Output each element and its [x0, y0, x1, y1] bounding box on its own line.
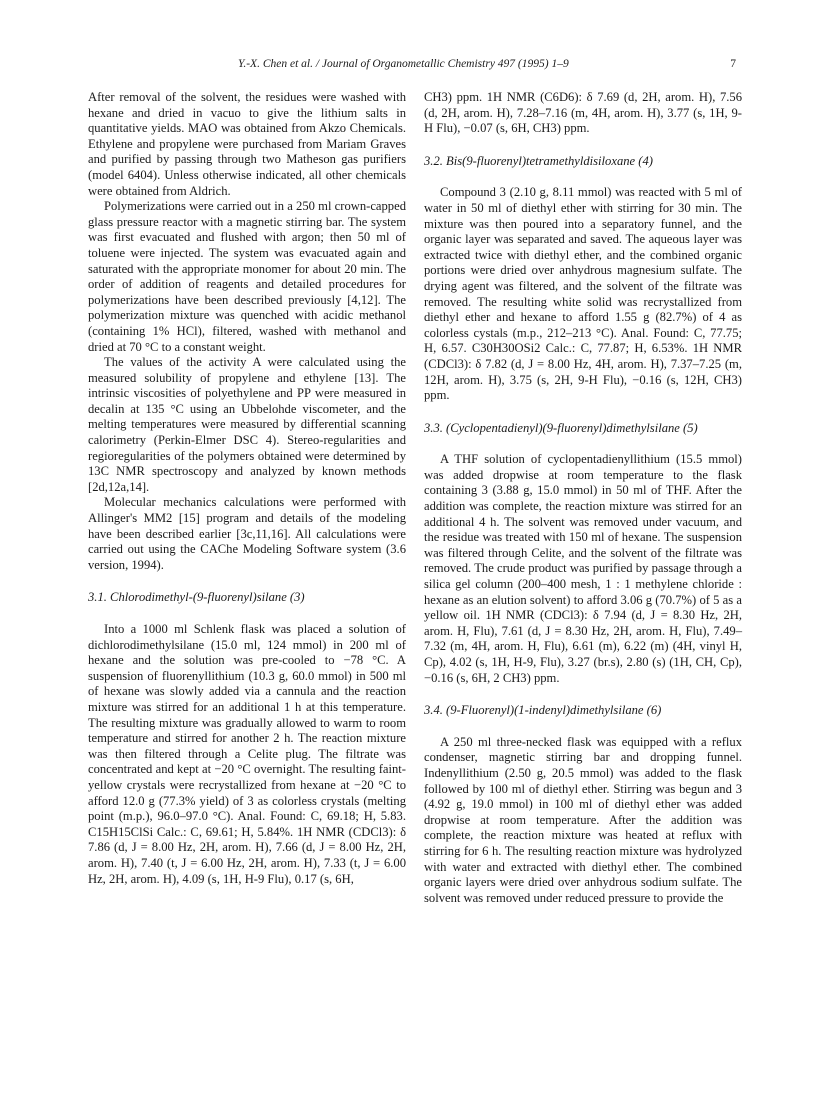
- section-heading: 3.4. (9-Fluorenyl)(1-indenyl)dimethylsilane (6): [424, 703, 662, 718]
- paragraph: Into a 1000 ml Schlenk flask was placed a solution of dichlorodimethylsilane (15.0 ml, 124 mmol) in 200 ml of hexane and the solution was pre-cooled to −78 °C. A suspension of fluorenyllithium (10.3 g, 60.0 mmol) in 500 ml of hexane was slowly added via a cannula and the reaction mixture was stirred for an additional 1 h at this temperature. The resulting mixture was gradually allowed to warm to room temperature and stirred for another 2 h. The reaction mixture was then filtered through a Celite plug. The filtrate was concentrated and kept at −20 °C overnight. The resulting faint-yellow crystals were recrystallized from hexane at −20 °C to afford 12.0 g (77.3% yield) of 3 as colorless crystals (melting point (m.p.), 96.0–97.0 °C). Anal. Found: C, 69.18; H, 5.83. C15H15ClSi Calc.: C, 69.61; H, 5.84%. 1H NMR (CDCl3): δ 7.86 (d, J = 8.00 Hz, 2H, arom. H), 7.66 (d, J = 8.00 Hz, 2H, arom. H), 7.40 (t, J = 6.00 Hz, 2H, arom. H), 7.33 (t, J = 6.00 Hz, 2H, arom. H), 4.09 (s, 1H, H-9 Flu), 0.17 (s, 6H,: [88, 622, 406, 886]
- section-heading: 3.1. Chlorodimethyl-(9-fluorenyl)silane (3): [88, 590, 305, 605]
- left-column: [88, 90, 406, 887]
- section-heading: 3.2. Bis(9-fluorenyl)tetramethyldisiloxane (4): [424, 153, 653, 168]
- paragraph: CH3) ppm. 1H NMR (C6D6): δ 7.69 (d, 2H, arom. H), 7.56 (d, 2H, arom. H), 7.28–7.16 (m, 4H, arom. H), 3.77 (s, 1H, 9-H Flu), −0.07 (s, 6H, CH3) ppm.: [424, 90, 742, 136]
- paragraph: Polymerizations were carried out in a 250 ml crown-capped glass pressure reactor with a magnetic stirring bar. The system was first evacuated and flushed with argon; then 50 ml of toluene were injected. The system was evacuated again and saturated with the appropriate monomer for about 20 min. The order of addition of reagents and detailed procedures for polymerizations have been described previously [4,12]. The polymerization mixture was quenched with acidic methanol (containing 1% HCl), filtered, washed with methanol and dried at 70 °C to a constant weight.: [88, 199, 406, 354]
- right-column: [424, 90, 742, 906]
- page-header: [88, 58, 740, 74]
- paragraph: A 250 ml three-necked flask was equipped with a reflux condenser, magnetic stirring bar and dropping funnel. Indenyllithium (2.50 g, 20.5 mmol) was added to the flask followed by 100 ml of diethyl ether. Stirring was begun and 3 (4.92 g, 19.0 mmol) in 100 ml of diethyl ether was added dropwise at room temperature. After the addition was complete, the reaction mixture was heated at reflux with stirring for 6 h. The resulting reaction mixture was hydrolyzed with water and extracted with diethyl ether. The combined organic layers were dried over anhydrous sodium sulfate. The solvent was removed under reduced pressure to provide the: [424, 734, 742, 905]
- paragraph: After removal of the solvent, the residues were washed with hexane and dried in vacuo to give the lithium salts in quantitative yields. MAO was obtained from Akzo Chemicals. Ethylene and propylene were purchased from Mariam Graves and purified by passing through two Matheson gas purifiers (model 6404). Unless otherwise indicated, all other chemicals were obtained from Aldrich.: [88, 90, 406, 198]
- page-number: 7: [730, 58, 736, 70]
- section-heading: 3.3. (Cyclopentadienyl)(9-fluorenyl)dimethylsilane (5): [424, 420, 698, 435]
- running-head: Y.-X. Chen et al. / Journal of Organometallic Chemistry 497 (1995) 1–9: [238, 58, 569, 70]
- paragraph: A THF solution of cyclopentadienyllithium (15.5 mmol) was added dropwise at room temperature to the flask containing 3 (3.88 g, 15.0 mmol) in 50 ml of THF. After the addition was complete, the reaction mixture was stirred for an additional 4 h. The solvent was removed under vacuum, and the residue was treated with 150 ml of hexane. The suspension was filtered through Celite, and the solvent of the filtrate was removed. The crude product was purified by passage through a silica gel column (200–400 mesh, 1 : 1 methylene chloride : hexane as an elution solvent) to afford 3.06 g (70.7%) of 5 as a yellow oil. 1H NMR (CDCl3): δ 7.94 (d, J = 8.30 Hz, 2H, arom. H, Flu), 7.61 (d, J = 8.30 Hz, 2H, arom. H, Flu), 7.49–7.32 (m, 4H, arom. H, Flu), 6.61 (m), 6.22 (m) (4H, vinyl H, Cp), 4.02 (s, 1H, H-9, Flu), 3.27 (br.s), 2.80 (s) (1H, CH, Cp), −0.16 (s, 6H, 2 CH3) ppm.: [424, 452, 742, 685]
- paragraph: Compound 3 (2.10 g, 8.11 mmol) was reacted with 5 ml of water in 50 ml of diethyl ether with stirring for 30 min. The mixture was then poured into a separatory funnel, and the organic layer was separated and saved. The aqueous layer was extracted twice with diethyl ether, and the combined organic portions were dried over anhydrous magnesium sulfate. The drying agent was filtered, and the solvent of the filtrate was removed. The resulting white solid was recrystallized from diethyl ether and hexane to afford 1.55 g (82.7%) of 4 as colorless cystals (m.p., 212–213 °C). Anal. Found: C, 77.75; H, 6.57. C30H30OSi2 Calc.: C, 77.87; H, 6.53%. 1H NMR (CDCl3): δ 7.82 (d, J = 8.00 Hz, 4H, arom. H), 7.37–7.25 (m, 12H, arom. H), 3.75 (s, 2H, 9-H Flu), −0.16 (s, 12H, CH3) ppm.: [424, 185, 742, 403]
- paragraph: The values of the activity A were calculated using the measured solubility of propylene and ethylene [13]. The intrinsic viscosities of polyethylene and PP were measured in decalin at 135 °C using an Ubbelohde viscometer, and the melting temperatures were measured by differential scanning calorimetry (Perkin-Elmer DSC 4). Stereo-regularities and regioregularities of the polymers obtained were determined by 13C NMR spectroscopy and analyzed by known methods [2d,12a,14].: [88, 355, 406, 494]
- paragraph: Molecular mechanics calculations were performed with Allinger's MM2 [15] program and details of the modeling have been described earlier [3c,11,16]. All calculations were carried out using the CAChe Modeling Software system (3.6 version, 1994).: [88, 495, 406, 572]
